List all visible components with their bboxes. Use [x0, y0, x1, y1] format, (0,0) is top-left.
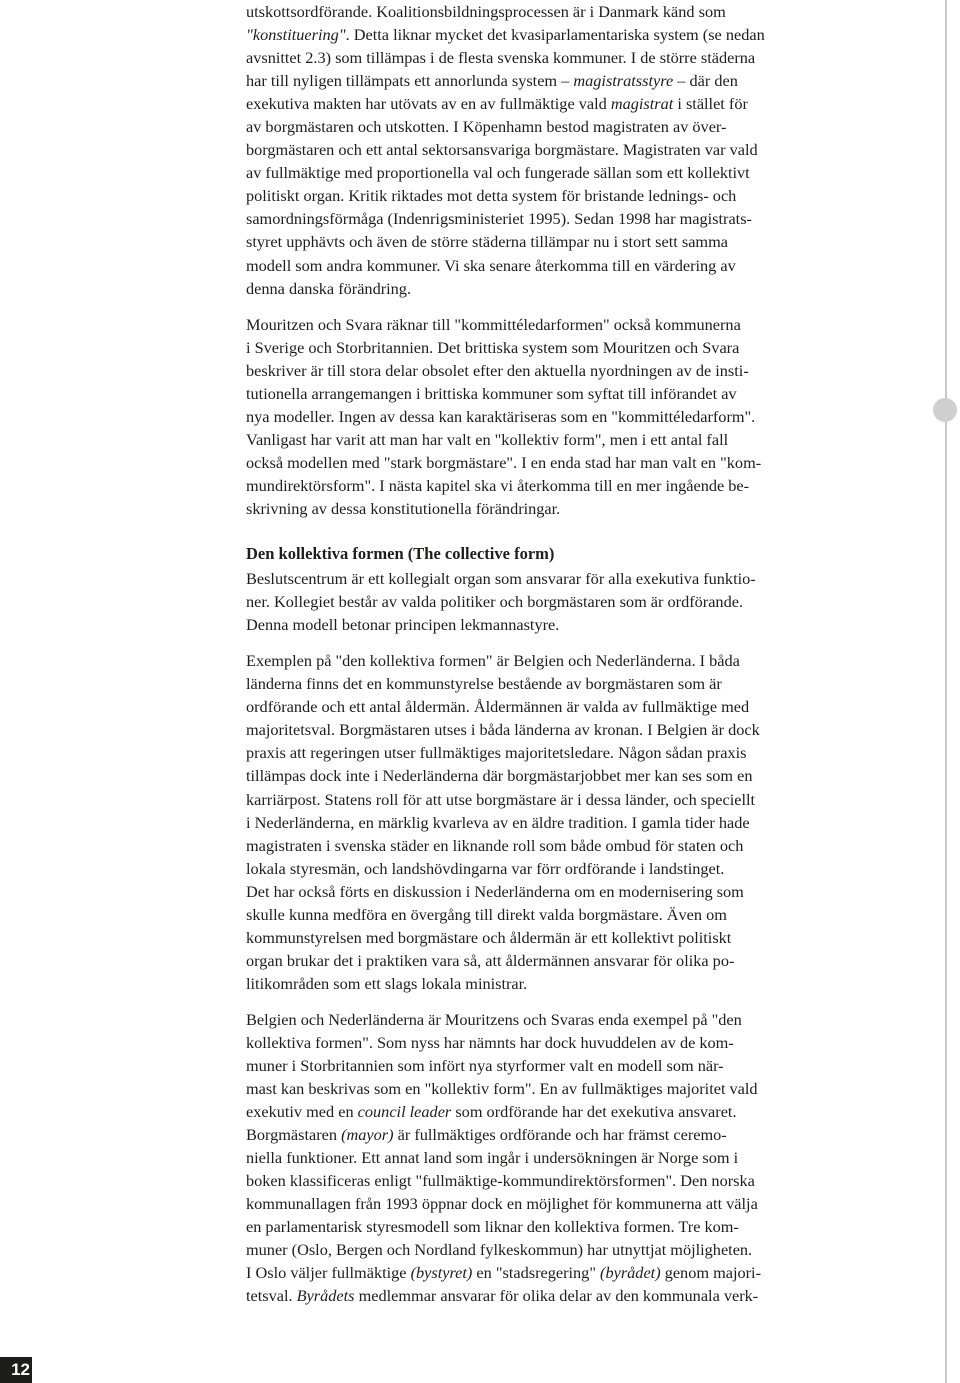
text-line: styret upphävts och även de större städerna tillämpar nu i stort sett samma	[246, 232, 728, 252]
text-line: praxis att regeringen utser fullmäktiges majoritetsledare. Någon sådan praxis	[246, 743, 747, 763]
paragraph-4	[246, 649, 876, 995]
text-line: mast kan beskrivas som en "kollektiv form". En av fullmäktiges majoritet vald	[246, 1079, 758, 1099]
text-line: kollektiva formen". Som nyss har nämnts har dock huvuddelen av de kom-	[246, 1032, 734, 1052]
text-line: samordningsförmåga (Indenrigsministeriet 1995). Sedan 1998 har magistrats-	[246, 209, 752, 229]
text-line: Mouritzen och Svara räknar till "kommittéledarformen" också kommunerna	[246, 314, 741, 334]
paragraph-5	[246, 1008, 876, 1308]
text-line: modell som andra kommuner. Vi ska senare återkomma till en värdering av	[246, 255, 736, 275]
text-line: Exemplen på "den kollektiva formen" är Belgien och Nederländerna. I båda	[246, 651, 740, 671]
text-line: länderna finns det en kommunstyrelse bestående av borgmästaren som är	[246, 674, 722, 694]
text-line: Belgien och Nederländerna är Mouritzens och Svaras enda exempel på "den	[246, 1009, 742, 1029]
text-line: lokala styresmän, och landshövdingarna var förr ordförande i landstinget.	[246, 858, 725, 878]
paragraph-2	[246, 313, 876, 520]
text-line: Borgmästaren (mayor) är fullmäktiges ordförande och har främst ceremo-	[246, 1125, 727, 1145]
text-line: magistraten i svenska städer en liknande roll som både ombud för staten och	[246, 835, 744, 855]
text-line: tutionella arrangemangen i brittiska kommuner som syftat till införandet av	[246, 383, 737, 403]
text-line: tetsval. Byrådets medlemmar ansvarar för olika delar av den kommunala verk-	[246, 1286, 759, 1306]
text-line: karriärpost. Statens roll för att utse borgmästare är i dessa länder, och speciellt	[246, 789, 756, 809]
text-line: borgmästaren och ett antal sektorsansvariga borgmästare. Magistraten var vald	[246, 140, 758, 160]
text-line: Det har också förts en diskussion i Nederländerna om en modernisering som	[246, 881, 744, 901]
paragraph-3	[246, 567, 876, 636]
text-line: har till nyligen tillämpats ett annorlunda system – magistratsstyre – där den	[246, 71, 738, 91]
text-line: tillämpas dock inte i Nederländerna där borgmästarjobbet mer kan ses som en	[246, 766, 753, 786]
text-line: muner i Storbritannien som infört nya styrformer valt en modell som när-	[246, 1056, 724, 1076]
page-number: 12	[0, 1357, 32, 1383]
text-line: i Nederländerna, en märklig kvarleva av en äldre tradition. I gamla tider hade	[246, 812, 750, 832]
text-line: Vanligast har varit att man har valt en "kollektiv form", men i ett antal fall	[246, 429, 729, 449]
text-line: kommunallagen från 1993 öppnar dock en möjlighet för kommunerna att välja	[246, 1194, 758, 1214]
text-line: skulle kunna medföra en övergång till direkt valda borgmästare. Även om	[246, 904, 727, 924]
text-line: beskriver är till stora delar obsolet efter den aktuella nyordningen av de insti-	[246, 360, 749, 380]
text-line: i Sverige och Storbritannien. Det brittiska system som Mouritzen och Svara	[246, 337, 740, 357]
text-line: niella funktioner. Ett annat land som ingår i undersökningen är Norge som i	[246, 1148, 739, 1168]
text-line: "konstituering". Detta liknar mycket det kvasiparlamentariska system (se nedan	[246, 25, 765, 45]
text-line: en parlamentarisk styresmodell som liknar den kollektiva formen. Tre kom-	[246, 1217, 739, 1237]
text-line: också modellen med "stark borgmästare". I en enda stad har man valt en "kom-	[246, 452, 762, 472]
text-line: Beslutscentrum är ett kollegialt organ som ansvarar för alla exekutiva funktio-	[246, 569, 756, 589]
text-line: Denna modell betonar principen lekmannastyre.	[246, 615, 560, 635]
paragraph-1	[246, 0, 876, 300]
text-line: kommunstyrelsen med borgmästare och åldermän är ett kollektivt politiskt	[246, 927, 732, 947]
text-line: ordförande och ett antal åldermän. Åldermännen är valda av fullmäktige med	[246, 697, 750, 717]
text-line: nya modeller. Ingen av dessa kan karaktäriseras som en "kommittéledarform".	[246, 406, 756, 426]
text-line: av borgmästaren och utskotten. I Köpenhamn bestod magistraten av över-	[246, 117, 727, 137]
body-text	[246, 0, 876, 1308]
text-line: majoritetsval. Borgmästaren utses i båda länderna av kronan. I Belgien är dock	[246, 720, 760, 740]
text-line: av fullmäktige med proportionella val och fungerade sällan som ett kollektivt	[246, 163, 750, 183]
margin-marker-dot	[933, 398, 957, 422]
text-line: ner. Kollegiet består av valda politiker och borgmästaren som är ordförande.	[246, 592, 744, 612]
text-line: utskottsordförande. Koalitionsbildningsprocessen är i Danmark känd som	[246, 2, 726, 21]
text-line: I Oslo väljer fullmäktige (bystyret) en "stadsregering" (byrådet) genom majori-	[246, 1263, 761, 1283]
section-heading: Den kollektiva formen (The collective form)	[246, 544, 555, 564]
text-line: skrivning av dessa konstitutionella förändringar.	[246, 498, 561, 518]
text-line: exekutiv med en council leader som ordförande har det exekutiva ansvaret.	[246, 1102, 737, 1122]
text-line: boken klassificeras enligt "fullmäktige-kommundirektörsformen". Den norska	[246, 1171, 755, 1191]
margin-rule	[945, 0, 947, 1383]
text-line: organ brukar det i praktiken vara så, att åldermännen ansvarar för olika po-	[246, 950, 735, 970]
text-line: denna danska förändring.	[246, 278, 412, 298]
text-line: mundirektörsform". I nästa kapitel ska vi återkomma till en mer ingående be-	[246, 475, 750, 495]
text-line: muner (Oslo, Bergen och Nordland fylkeskommun) har utnyttjat möjligheten.	[246, 1240, 753, 1260]
text-line: litikområden som ett slags lokala ministrar.	[246, 973, 528, 993]
text-line: politiskt organ. Kritik riktades mot detta system för bristande lednings- och	[246, 186, 737, 206]
text-line: exekutiva makten har utövats av en av fullmäktige vald magistrat i stället för	[246, 94, 748, 114]
text-line: avsnittet 2.3) som tillämpas i de flesta svenska kommuner. I de större städerna	[246, 48, 756, 68]
